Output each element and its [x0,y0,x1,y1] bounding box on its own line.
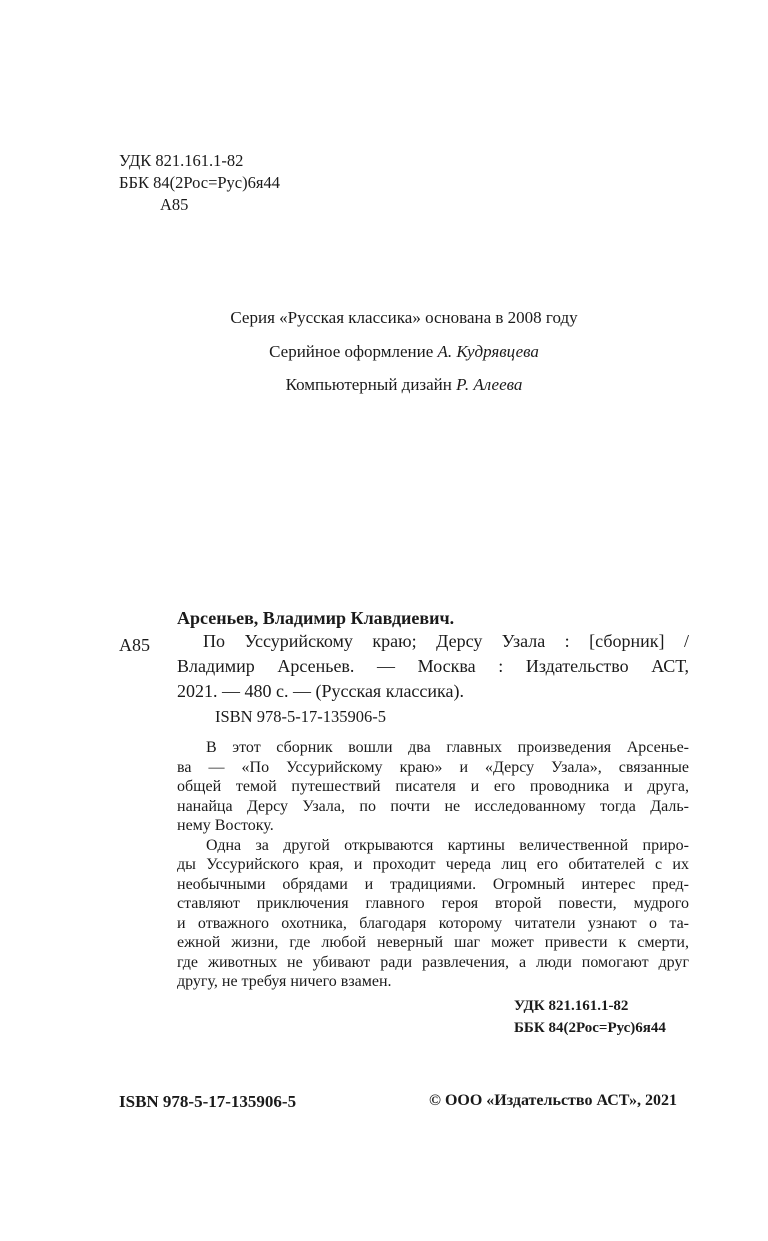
design-credit [0,342,768,362]
copyright-notice: © ООО «Издательство АСТ», 2021 [429,1092,678,1109]
bottom-bbk-code: ББК 84(2Рос=Рус)6я44 [514,1020,666,1036]
abstract-line: В этот сборник вошли два главных произведения Арсенье- [206,739,689,756]
abstract-line: общей темой путешествий писателя и его проводника и друга, [177,778,689,795]
entry-cutter: А85 [119,635,150,655]
author-heading: Арсеньев, Владимир Клавдиевич. [177,608,455,628]
abstract-line: нанайца Дерсу Узала, по почти не исследованному тогда Даль- [177,797,689,815]
abstract-line: необычными обрядами и традициями. Огромный интерес пред- [177,875,689,893]
bottom-udk-code: УДК 821.161.1-82 [514,998,629,1014]
abstract [177,738,689,992]
abstract-line: ды Уссурийского края, и проходит череда лиц его обитателей с их [177,856,689,873]
computer-label: Компьютерный дизайн [285,375,452,394]
computer-design-credit [0,375,768,395]
abstract-line: ва — «По Уссурийскому краю» и «Дерсу Узала», связанные [177,758,689,776]
footer-isbn: ISBN 978-5-17-135906-5 [119,1092,297,1111]
abstract-line: и отважного охотника, благодаря которому читатели узнают о та- [177,914,689,932]
series-line: Серия «Русская классика» основана в 2008 году [230,308,578,327]
abstract-line: ежной жизни, где любой неверный шаг может привести к смерти, [177,934,689,951]
entry-line: По Уссурийскому краю; Дерсу Узала : [сборник] / [203,631,689,651]
entry-isbn: ISBN 978-5-17-135906-5 [215,707,386,726]
bbk-code: ББК 84(2Рос=Рус)6я44 [119,173,280,192]
abstract-line: нему Востоку. [177,817,274,834]
entry-line: 2021. — 480 с. — (Русская классика). [177,681,464,701]
entry-line: Владимир Арсеньев. — Москва : Издательство АСТ, [177,656,689,676]
bottom-classification [514,995,666,1039]
classification-codes [119,150,280,216]
udk-code: УДК 821.161.1-82 [119,151,244,170]
cutter-code: А85 [160,195,189,214]
abstract-line: другу, не требуя ничего взамен. [177,973,392,990]
abstract-line: ставляют приключения главного героя второй повести, мудрого [177,895,689,912]
design-label: Серийное оформление [269,342,434,361]
abstract-line: где животных не убивают ради развлечения, а люди помогают друг [177,953,689,971]
abstract-line: Одна за другой открываются картины величественной приро- [206,836,689,854]
computer-name: Р. Алеева [456,375,523,394]
design-name: А. Кудрявцева [437,342,539,361]
bibliographic-description [177,629,689,704]
